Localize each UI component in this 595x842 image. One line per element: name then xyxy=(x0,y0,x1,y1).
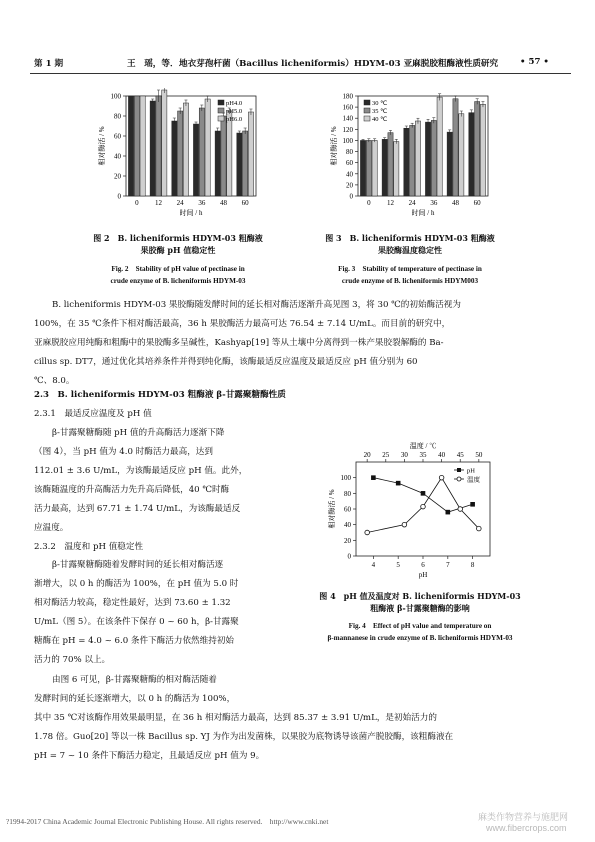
x-tick-label: 0 xyxy=(135,199,139,207)
copyright-footer: ?1994-2017 China Academic Journal Electronic Publishing House. All rights reserved. http://www.cnki.net xyxy=(6,817,329,826)
bar xyxy=(415,121,420,196)
bar xyxy=(134,96,139,196)
bar xyxy=(388,133,393,196)
y-tick-label: 20 xyxy=(114,172,121,181)
bar xyxy=(410,125,415,196)
p2-line-4: 该酶随温度的升高酶活力先升高后降低，40 ℃时酶 xyxy=(34,485,230,495)
temperature-point xyxy=(421,504,426,509)
ph-point xyxy=(396,481,401,486)
p4-line-3: 其中 35 ℃对该酶作用效果最明显，在 36 h 相对酶活力最高，达到 85.37 ± 3.91 U/mL，是初始活力的 xyxy=(34,713,437,723)
p1-line-3: 亚麻脱胶应用纯酶和粗酶中的果胶酶多呈碱性，Kashyap[19] 等从土壤中分离得到一株产果胶裂解酶的 Ba- xyxy=(34,338,444,348)
x-tick-label: 8 xyxy=(470,561,475,569)
y-axis-label: 相对酶活 / % xyxy=(98,126,106,166)
figure-2-chart xyxy=(78,88,278,230)
temperature-point xyxy=(439,475,444,480)
y-tick-label: 60 xyxy=(346,159,353,168)
y-tick-label: 100 xyxy=(110,92,121,101)
y-axis-label: 相对酶活 / % xyxy=(328,489,336,529)
p3-line-4: U/mL（图 5）。在该条件下保存 0 ~ 60 h，β-甘露聚 xyxy=(34,617,239,627)
bar xyxy=(237,133,242,196)
fig3-caption-en-2: crude enzyme of B. licheniformis HDYM003 xyxy=(341,277,479,285)
y-tick-label: 0 xyxy=(349,192,353,201)
page-number: • 57 • xyxy=(520,57,549,67)
y-tick-label: 60 xyxy=(114,132,121,141)
y-tick-label: 80 xyxy=(346,148,353,157)
bar xyxy=(178,111,183,196)
bar xyxy=(404,128,409,196)
p4-line-5: pH = 7 ~ 10 条件下酶活力稳定，且最适反应 pH 值为 9。 xyxy=(34,751,265,761)
y-tick-label: 140 xyxy=(342,114,353,123)
p3-line-3: 相对酶活力较高，稳定性最好，达到 73.60 ± 1.32 xyxy=(34,598,231,608)
header-rule xyxy=(30,73,571,74)
figure-3-chart xyxy=(310,88,510,230)
bar xyxy=(193,124,198,196)
paragraph-4-full xyxy=(34,709,561,766)
x2-tick-label: 30 xyxy=(400,451,408,459)
bar xyxy=(162,90,167,196)
p1-line-5: ℃、8.0。 xyxy=(34,376,75,386)
legend-label: 40 ℃ xyxy=(372,116,388,123)
figure-4-caption xyxy=(310,590,530,644)
x-tick-label: 12 xyxy=(387,199,394,207)
p1-line-4: cillus sp. DT7，通过优化其培养条件并得到纯化酶，该酶最适反应温度及最适反应 pH 值分别为 60 xyxy=(34,357,418,367)
bar xyxy=(431,120,436,196)
temperature-point xyxy=(402,522,407,527)
p1-line-2: 100%，在 35 ℃条件下相对酶活最高，36 h 果胶酶活力最高可达 76.54 ± 7.14 U/mL。而目前的研究中， xyxy=(34,319,451,329)
paragraph-2 xyxy=(34,424,304,538)
legend-swatch xyxy=(364,116,370,121)
x-tick-label: 4 xyxy=(371,561,376,569)
fig4-caption-en-2: β-mannanese in crude enzyme of B. licheniformis HDYM-03 xyxy=(327,634,513,642)
temperature-point xyxy=(477,526,482,531)
bar xyxy=(248,112,253,196)
y-tick-label: 80 xyxy=(114,112,121,121)
y-tick-label: 0 xyxy=(117,192,121,201)
fig4-caption-zh-1: 图 4 pH 值及温度对 B. licheniformis HDYM-03 xyxy=(319,591,521,601)
p2-line-5: 活力最高，达到 67.71 ± 1.74 U/mL，为该酶最适反 xyxy=(34,504,241,514)
x-tick-label: 60 xyxy=(473,199,481,207)
fig2-caption-zh-2: 果胶酶 pH 值稳定性 xyxy=(140,245,216,255)
p3-line-2: 渐增大，以 0 h 的酶活为 100%，在 pH 值为 5.0 时 xyxy=(34,579,239,589)
fig3-caption-zh-1: 图 3 B. licheniformis HDYM-03 粗酶液 xyxy=(325,233,495,243)
x2-tick-label: 40 xyxy=(438,451,446,459)
x2-tick-label: 45 xyxy=(456,451,464,459)
bar xyxy=(475,102,480,196)
x2-tick-label: 50 xyxy=(475,451,483,459)
bar xyxy=(243,131,248,196)
legend-marker-temperature xyxy=(457,477,461,481)
y-axis-label: 相对酶活 / % xyxy=(330,126,338,166)
p3-line-1: β-甘露聚糖酶随着发酵时间的延长相对酶活逐 xyxy=(52,560,224,570)
y-tick-label: 40 xyxy=(114,152,121,161)
ph-point xyxy=(421,491,426,496)
p1-line-1: B. licheniformis HDYM-03 果胶酶随发酵时间的延长相对酶活逐渐升高见图 3，将 30 ℃的初始酶活视为 xyxy=(52,300,461,310)
running-authors: 王 瑶，等． xyxy=(127,59,179,69)
x-tick-label: 24 xyxy=(176,199,184,207)
bar xyxy=(221,116,226,196)
y-tick-label: 160 xyxy=(342,103,353,112)
bar xyxy=(394,142,399,196)
x-tick-label: 6 xyxy=(421,561,425,569)
y-tick-label: 120 xyxy=(342,125,353,134)
p4-line-2: 发酵时间的延长逐渐增大，以 0 h 的酶活为 100%， xyxy=(34,694,236,704)
bar xyxy=(459,114,464,196)
legend-swatch xyxy=(364,108,370,113)
fig4-caption-en-1: Fig. 4 Effect of pH value and temperature on xyxy=(348,622,492,630)
ph-point xyxy=(371,475,376,480)
legend-label-ph: pH xyxy=(467,467,475,475)
x-tick-label: 48 xyxy=(452,199,459,207)
bar xyxy=(447,132,452,196)
section-2-3-1-heading: 2.3.1 最适反应温度及 pH 值 xyxy=(34,409,152,419)
x2-axis-label: 温度 / ℃ xyxy=(409,442,437,450)
fig2-caption-en-2: crude enzyme of B. licheniformis HDYM-03 xyxy=(110,277,246,285)
y-tick-label: 80 xyxy=(344,489,351,498)
figure-2-caption xyxy=(78,232,278,287)
fig2-caption-en-1: Fig. 2 Stability of pH value of pectinase in xyxy=(111,265,245,273)
y-tick-label: 60 xyxy=(344,505,351,514)
fig3-caption-zh-2: 果胶酶温度稳定性 xyxy=(378,245,442,255)
x-axis-label: 时间 / h xyxy=(179,209,203,217)
bar xyxy=(372,140,377,196)
y-tick-label: 40 xyxy=(344,521,351,530)
legend-swatch xyxy=(218,116,224,121)
p4-line-4: 1.78 倍。Guo[20] 等以一株 Bacillus sp. YJ 为作为出发菌株，以果胶为底物诱导该菌产脱胶酶，该粗酶液在 xyxy=(34,732,454,742)
bar xyxy=(480,104,485,196)
paragraph-4-narrow xyxy=(34,671,304,709)
y-tick-label: 0 xyxy=(347,552,351,561)
section-2-3-heading: 2.3 B. licheniformis HDYM-03 粗酶液 β-甘露聚糖酶性质 xyxy=(34,390,286,400)
temperature-point xyxy=(458,507,463,512)
legend-swatch xyxy=(218,100,224,105)
x-tick-label: 24 xyxy=(408,199,416,207)
bar xyxy=(199,108,204,196)
p2-line-3: 112.01 ± 3.6 U/mL，为该酶最适反应 pH 值。此外， xyxy=(34,466,248,476)
x-axis-label: 时间 / h xyxy=(411,209,435,217)
p3-line-6: 活力的 70% 以上。 xyxy=(34,655,111,665)
bar xyxy=(150,101,155,196)
bar xyxy=(205,99,210,196)
legend-swatch xyxy=(364,100,370,105)
x-tick-label: 0 xyxy=(367,199,371,207)
watermark-url: www.fibercrops.com xyxy=(486,823,567,833)
bar xyxy=(172,121,177,196)
bar xyxy=(156,96,161,196)
bar xyxy=(366,140,371,196)
p3-line-5: 糖酶在 pH = 4.0 ~ 6.0 条件下酶活力依然维持初始 xyxy=(34,636,235,646)
running-title: 地衣芽孢杆菌（Bacillus licheniformis）HDYM-03 亚麻脱胶粗酶液性质研究 xyxy=(179,59,499,69)
p2-line-6: 应温度。 xyxy=(34,523,69,533)
legend-label-temperature: 温度 xyxy=(467,476,480,484)
x2-tick-label: 35 xyxy=(419,451,427,459)
fig3-caption-en-1: Fig. 3 Stability of temperature of pectinase in xyxy=(338,265,482,273)
figure-4-chart xyxy=(318,440,508,582)
x-tick-label: 36 xyxy=(430,199,438,207)
bar xyxy=(128,96,133,196)
legend-label: 35 ℃ xyxy=(372,108,388,115)
fig4-caption-zh-2: 粗酶液 β-甘露聚糖酶的影响 xyxy=(370,603,470,613)
p2-line-1: β-甘露聚糖酶随 pH 值的升高酶活力逐渐下降 xyxy=(52,428,225,438)
bar xyxy=(469,113,474,196)
temperature-point xyxy=(365,530,370,535)
x-axis-label: pH xyxy=(418,571,428,579)
fig2-caption-zh-1: 图 2 B. licheniformis HDYM-03 粗酶液 xyxy=(93,233,263,243)
x-tick-label: 48 xyxy=(220,199,227,207)
y-tick-label: 100 xyxy=(340,474,351,483)
y-tick-label: 100 xyxy=(342,136,353,145)
watermark-cn: 麻类作物营养与施肥网 xyxy=(478,813,569,823)
paragraph-3 xyxy=(34,556,304,670)
x2-tick-label: 25 xyxy=(382,451,390,459)
y-tick-label: 40 xyxy=(346,170,353,179)
ph-point xyxy=(446,510,451,515)
legend-label: 30 ℃ xyxy=(372,100,388,107)
p4-line-1: 由图 6 可见，β-甘露聚糖酶的相对酶活随着 xyxy=(52,675,217,685)
legend-label: pH5.0 xyxy=(226,108,243,115)
y-tick-label: 20 xyxy=(344,536,351,545)
p2-line-2: （图 4），当 pH 值为 4.0 时酶活力最高，达到 xyxy=(34,447,213,457)
x-tick-label: 5 xyxy=(396,561,400,569)
bar xyxy=(425,122,430,196)
legend-label: pH4.0 xyxy=(226,100,243,107)
bar xyxy=(382,139,387,196)
x-tick-label: 60 xyxy=(241,199,249,207)
ph-point xyxy=(470,502,475,507)
bar xyxy=(140,96,145,196)
section-2-3-2-heading: 2.3.2 温度和 pH 值稳定性 xyxy=(34,542,144,552)
x-tick-label: 12 xyxy=(155,199,162,207)
x2-tick-label: 20 xyxy=(363,451,371,459)
paragraph-1 xyxy=(34,296,561,391)
legend-marker-ph xyxy=(457,468,461,472)
x-tick-label: 7 xyxy=(446,561,450,569)
bar xyxy=(215,131,220,196)
bar xyxy=(360,140,365,196)
y-tick-label: 180 xyxy=(342,92,353,101)
bar xyxy=(183,103,188,196)
bar xyxy=(437,97,442,196)
y-tick-label: 20 xyxy=(346,181,353,190)
issue-number: 第 1 期 xyxy=(34,59,64,69)
legend-swatch xyxy=(218,108,224,113)
bar xyxy=(453,99,458,196)
bar xyxy=(227,111,232,196)
legend-label: pH6.0 xyxy=(226,116,243,123)
x-tick-label: 36 xyxy=(198,199,206,207)
figure-3-caption xyxy=(310,232,510,287)
